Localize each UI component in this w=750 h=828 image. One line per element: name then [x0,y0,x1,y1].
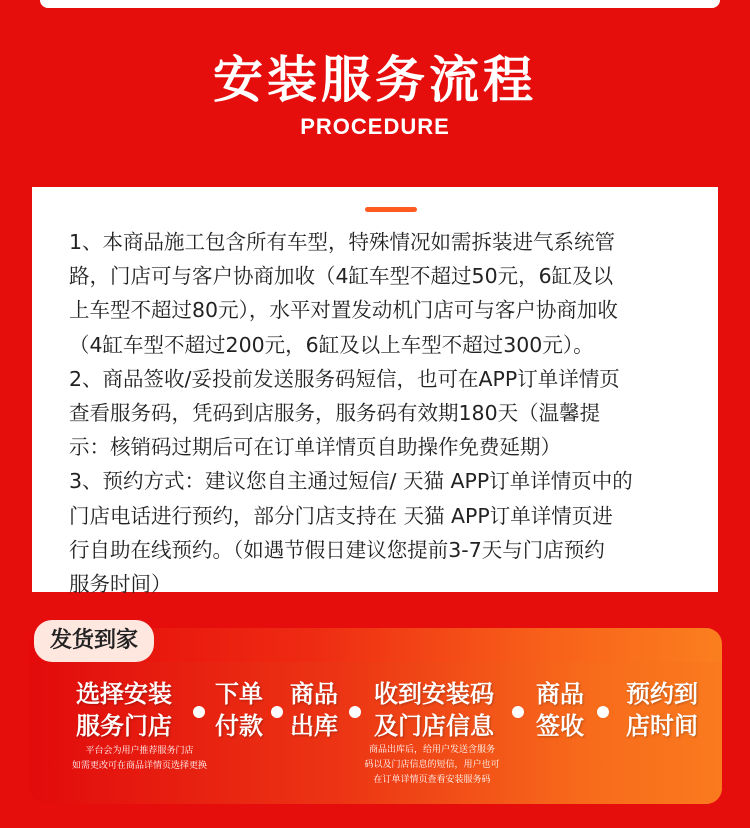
flow-step-line: 下单 [215,680,263,708]
flow-step-line: 付款 [215,712,263,740]
flow-step-sign [530,678,590,742]
flow-step-line: 收到安装码 [374,680,494,708]
delivery-tag: 发货到家 [34,620,154,662]
page-subtitle: PROCEDURE [300,114,450,139]
notice-line: 2、商品签收/妥投前发送服务码短信，也可在APP订单详情页 [69,366,620,391]
flow-dot-icon [512,706,524,718]
flow-dot-icon [193,706,205,718]
note-line: 在订单详情页查看安装服务码 [373,775,491,785]
top-decor-strip [40,0,720,8]
flow-step-line: 店时间 [626,712,698,740]
flow-step-line: 预约到 [626,680,698,708]
page-title: 安装服务流程 [213,51,537,109]
flow-dot-icon [271,706,283,718]
accent-bar [365,207,417,212]
service-notice-card [32,187,718,597]
note-line: 商品出库后，给用户发送含服务 [368,745,495,755]
notice-line: （4缸车型不超过200元，6缸及以上车型不超过300元）。 [69,332,594,357]
flow-step-line: 及门店信息 [374,712,494,740]
notice-line: 路，门店可与客户协商加收（4缸车型不超过50元，6缸及以 [69,264,614,289]
note-line: 平台会为用户推荐服务门店 [85,746,194,756]
flow-step-ship [284,678,344,742]
flow-step-select-store [60,678,188,742]
notice-line: 示：核销码过期后可在订单详情页自助操作免费延期） [69,435,561,460]
flow-step-line: 服务门店 [76,712,172,740]
flow-step-appointment [614,678,710,742]
notice-line: 服务时间） [69,572,172,597]
notice-line: 3、预约方式：建议您自主通过短信/ 天猫 APP订单详情页中的 [69,469,633,494]
notice-line: 1、本商品施工包含所有车型，特殊情况如需拆装进气系统管 [69,230,616,254]
flow-step-receive-code [364,678,504,742]
note-shipping-sms [352,743,512,788]
note-line: 如需更改可在商品详情页选择更换 [71,761,207,771]
flow-step-line: 签收 [536,712,584,740]
flow-step-line: 出库 [290,712,338,740]
flow-step-line: 商品 [536,680,584,708]
notice-line: 门店电话进行预约，部分门店支持在 天猫 APP订单详情页进 [69,503,613,528]
flow-step-line: 商品 [290,680,338,708]
note-store-recommend [52,744,227,774]
notice-text [69,225,709,601]
flow-dot-icon [349,706,361,718]
notice-line: 上车型不超过80元），水平对置发动机门店可与客户协商加收 [69,298,618,323]
note-line: 码以及门店信息的短信，用户也可 [364,760,500,770]
notice-line: 行自助在线预约。（如遇节假日建议您提前3-7天与门店预约 [69,537,605,562]
flow-dot-icon [597,706,609,718]
flow-step-line: 选择安装 [76,680,172,708]
flow-step-pay [208,678,270,742]
notice-line: 查看服务码，凭码到店服务，服务码有效期180天（温馨提 [69,401,601,426]
